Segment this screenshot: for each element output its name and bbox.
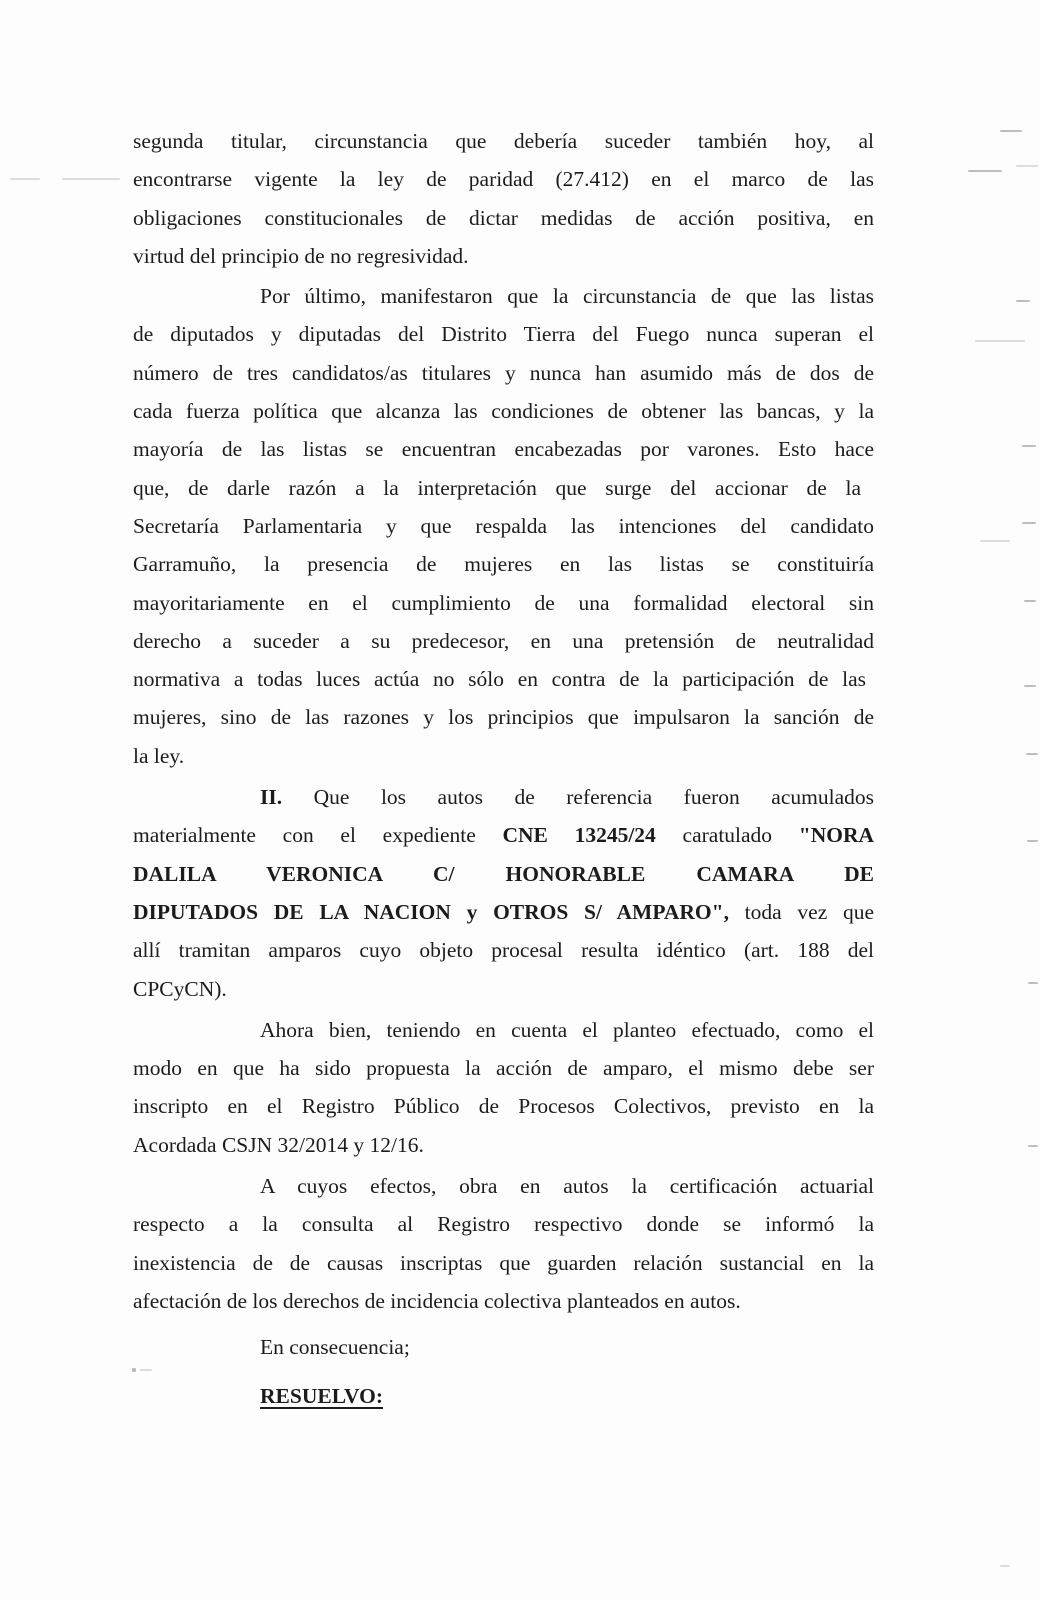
text-line: afectación de los derechos de incidencia colectiva planteados en autos. xyxy=(133,1288,741,1313)
text-line: A cuyos efectos, obra en autos la certificación actuarial xyxy=(260,1174,874,1199)
paragraph xyxy=(133,122,874,275)
text-line: mayoría de las listas se encuentran encabezadas por varones. Esto hace xyxy=(133,437,874,462)
scan-artifact xyxy=(1016,165,1038,167)
case-title: DIPUTADOS DE LA NACION y OTROS S/ AMPARO", xyxy=(133,899,729,924)
scan-artifact xyxy=(1022,522,1036,524)
text-line: inscripto en el Registro Público de Procesos Colectivos, previsto en la xyxy=(133,1094,874,1119)
scan-artifact xyxy=(10,178,40,180)
consequence-line: En consecuencia; xyxy=(260,1335,410,1360)
text-line: mujeres, sino de las razones y los principios que impulsaron la sanción de xyxy=(133,705,874,730)
text-line: encontrarse vigente la ley de paridad (27.412) en el marco de las xyxy=(133,167,874,192)
text-line: respecto a la consulta al Registro respectivo donde se informó la xyxy=(133,1212,874,1237)
section-numeral: II. xyxy=(260,785,283,810)
scan-artifact xyxy=(975,340,1025,342)
text-line: mayoritariamente en el cumplimiento de una formalidad electoral sin xyxy=(133,590,874,615)
scan-artifact xyxy=(62,178,120,180)
text-line: normativa a todas luces actúa no sólo en contra de la participación de las xyxy=(133,667,866,692)
text-run: toda vez que xyxy=(744,899,874,924)
case-title: "NORA xyxy=(798,823,875,848)
scan-artifact xyxy=(1028,982,1038,984)
text-line xyxy=(133,893,874,931)
text-line: Ahora bien, teniendo en cuenta el planteo efectuado, como el xyxy=(260,1017,874,1042)
paragraph xyxy=(133,277,874,775)
text-line xyxy=(133,816,874,854)
text-line: inexistencia de de causas inscriptas que guarden relación sustancial en la xyxy=(133,1250,874,1275)
text-line: cada fuerza política que alcanza las condiciones de obtener las bancas, y la xyxy=(133,399,874,424)
text-line: modo en que ha sido propuesta la acción de amparo, el mismo debe ser xyxy=(133,1056,874,1081)
text-line xyxy=(133,778,874,816)
text-line: obligaciones constitucionales de dictar medidas de acción positiva, en xyxy=(133,205,874,230)
case-title-line: DALILA VERONICA C/ HONORABLE CAMARA DE xyxy=(133,861,874,886)
resolve-heading xyxy=(133,1377,874,1415)
scan-artifact xyxy=(1016,300,1030,302)
document-body xyxy=(133,122,874,1415)
paragraph xyxy=(133,1167,874,1320)
text-line: segunda titular, circunstancia que debería suceder también hoy, al xyxy=(133,129,874,153)
text-line: Por último, manifestaron que la circunstancia de que las listas xyxy=(260,284,874,309)
paragraph xyxy=(133,1011,874,1164)
resolve-heading-text: RESUELVO: xyxy=(260,1383,384,1408)
text-line: CPCyCN). xyxy=(133,976,227,1001)
section-ii xyxy=(133,778,874,1008)
text-line: allí tramitan amparos cuyo objeto procesal resulta idéntico (art. 188 del xyxy=(133,938,874,963)
text-line: que, de darle razón a la interpretación que surge del accionar de la xyxy=(133,475,861,500)
scan-artifact xyxy=(968,170,1002,172)
scan-artifact xyxy=(1026,753,1038,755)
scan-artifact xyxy=(1024,600,1036,602)
scan-artifact xyxy=(1022,445,1036,447)
scan-artifact xyxy=(1027,840,1038,842)
scan-artifact xyxy=(1000,1565,1010,1567)
scan-artifact xyxy=(1024,685,1036,687)
text-run: caratulado xyxy=(682,823,773,848)
text-line: derecho a suceder a su predecesor, en una pretensión de neutralidad xyxy=(133,628,874,653)
scan-artifact xyxy=(1028,1145,1038,1147)
text-line: Acordada CSJN 32/2014 y 12/16. xyxy=(133,1132,424,1157)
case-number: CNE 13245/24 xyxy=(502,823,656,848)
text-line: de diputados y diputadas del Distrito Tierra del Fuego nunca superan el xyxy=(133,322,874,347)
text-line: virtud del principio de no regresividad. xyxy=(133,243,469,268)
text-run: materialmente con el expediente xyxy=(133,823,476,848)
text-line: Garramuño, la presencia de mujeres en las listas se constituiría xyxy=(133,552,874,577)
scan-artifact xyxy=(980,540,1010,542)
text-line: Secretaría Parlamentaria y que respalda las intenciones del candidato xyxy=(133,513,874,538)
text-run: Que los autos de referencia fueron acumulados xyxy=(313,785,874,810)
text-line: la ley. xyxy=(133,743,185,768)
text-line: número de tres candidatos/as titulares y nunca han asumido más de dos de xyxy=(133,360,874,385)
scan-artifact xyxy=(1000,130,1022,132)
